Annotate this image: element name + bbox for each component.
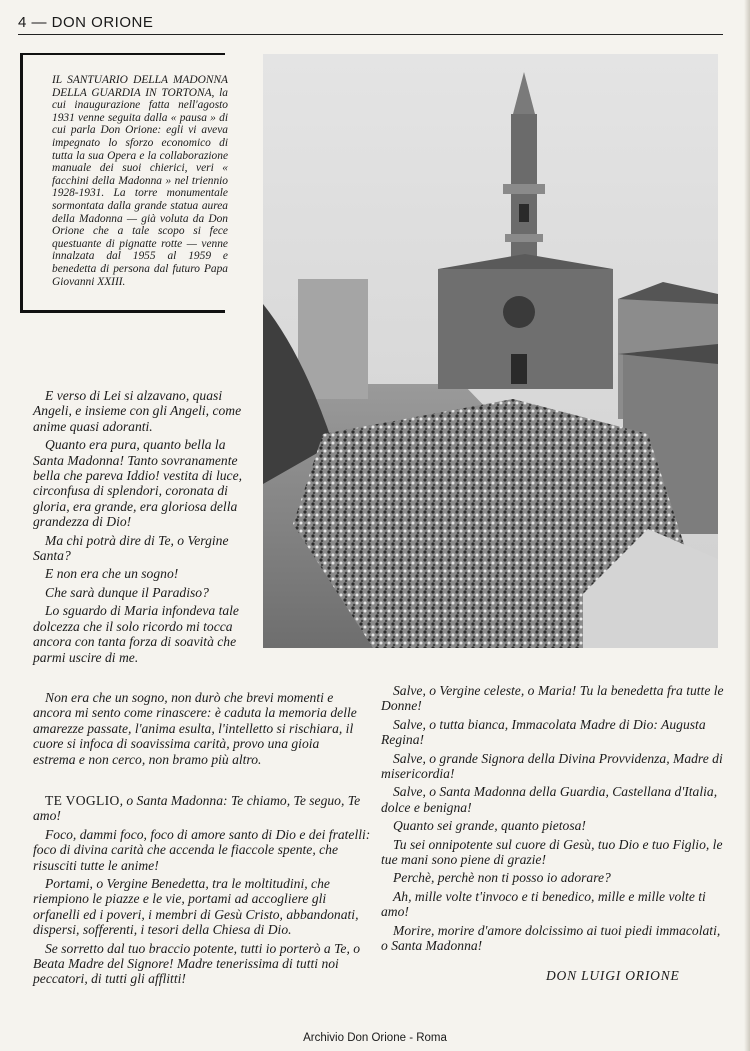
prayer-lead-rest: , o Santa Madonna: Te chiamo, Te seguo, Te amo!	[33, 793, 361, 824]
right-column-text	[381, 683, 725, 957]
paragraph: Quanto sei grande, quanto pietosa!	[393, 818, 586, 834]
archive-footer: Archivio Don Orione - Roma	[303, 1032, 447, 1044]
paragraph: Che sarà dunque il Paradiso?	[45, 584, 209, 600]
paragraph: Ma chi potrà dire di Te, o Vergine Santa?	[33, 532, 229, 564]
running-head: 4 — DON ORIONE	[18, 14, 723, 35]
paragraph: Tu sei onnipotente sul cuore di Gesù, tuo Dio e tuo Figlio, le tue mani sono piene di grazie!	[381, 836, 723, 868]
author-signature: DON LUIGI ORIONE	[546, 968, 680, 983]
paragraph: Salve, o Santa Madonna della Guardia, Castellana d'Italia, dolce e benigna!	[381, 784, 718, 815]
paragraph: E non era che un sogno!	[45, 566, 179, 582]
paragraph: Perchè, perchè non ti posso io adorare?	[393, 870, 611, 886]
paragraph: Ah, mille volte t'invoco e ti benedico, mille e mille volte ti amo!	[381, 888, 706, 920]
photo-caption: IL SANTUARIO DELLA MADONNA DELLA GUARDIA IN TORTONA, la cui inaugurazione fatta nell'agosto 1931 venne seguita dalla « pausa » di cui parla Don Orione: egli vi aveva impegnato lo sforzo economico di tutta la sua Opera e la collaborazione manuale dei suoi chierici, veri « facchini della Madonna » nel triennio 1928-1931. La torre monumentale sormontata dalla grande statua aurea della Madonna — già voluta da Don Orione che a tale scopo si fece questuante di pignatte rotte — venne innalzata dal 1955 al 1959 e benedetta di persona dal futuro Papa Giovanni XXIII.	[52, 74, 228, 288]
paragraph: Quanto era pura, quanto bella la Santa Madonna! Tanto sovranamente bella che pareva Iddio! vestita di luce, circonfusa di splendori, coronata di gloria, era grande, era gloriosa della grandezza di Dio!	[33, 437, 242, 530]
sanctuary-procession-photo	[263, 54, 718, 648]
paragraph: Lo sguardo di Maria infondeva tale dolcezza che il solo ricordo mi tocca ancora con tanta forza di soavità che parmi uscire di me.	[33, 603, 239, 665]
paragraph: Foco, dammi foco, foco di amore santo di Dio e dei fratelli: foco di divina carità che accenda le fiaccole spente, che risusciti tutte le anime!	[33, 826, 371, 873]
paragraph: Non era che un sogno, non durò che brevi momenti e ancora mi sento come rinascere: è caduta la memoria delle amarezze passate, l'anima esulta, l'intelletto si rischiara, il cuore si infoca di soavissima carità, provo una gioia estrema e non cerco, non bramo più altro.	[33, 690, 357, 767]
paragraph: Salve, o tutta bianca, Immacolata Madre di Dio: Augusta Regina!	[381, 716, 706, 748]
paragraph: E verso di Lei si alzavano, quasi Angeli, e insieme con gli Angeli, come anime quasi adoranti.	[33, 388, 242, 434]
paragraph: Morire, morire d'amore dolcissimo ai tuoi piedi immacolati, o Santa Madonna!	[381, 922, 721, 954]
dream-paragraph-block	[33, 690, 363, 770]
left-column-text	[33, 388, 258, 668]
page-edge-shadow	[744, 0, 750, 1051]
prayer-lead: TE VOGLIO	[45, 793, 120, 808]
prayer-lead-paragraph	[33, 793, 371, 824]
paragraph: Salve, o Vergine celeste, o Maria! Tu la benedetta fra tutte le Donne!	[381, 683, 724, 714]
paragraph: Salve, o grande Signora della Divina Provvidenza, Madre di misericordia!	[381, 750, 723, 782]
prayer-block	[33, 793, 371, 990]
paragraph: Portami, o Vergine Benedetta, tra le moltitudini, che riempiono le piazze e le vie, portami ad accogliere gli orfanelli ed i poveri, i membri di Gesù Cristo, abbandonati, dispersi, sofferenti, i tesori della Chiesa di Dio.	[33, 876, 359, 938]
paragraph: Se sorretto dal tuo braccio potente, tutti io porterò a Te, o Beata Madre del Signore! Madre tenerissima di tutti noi peccatori, di tutti gli afflitti!	[33, 940, 361, 987]
